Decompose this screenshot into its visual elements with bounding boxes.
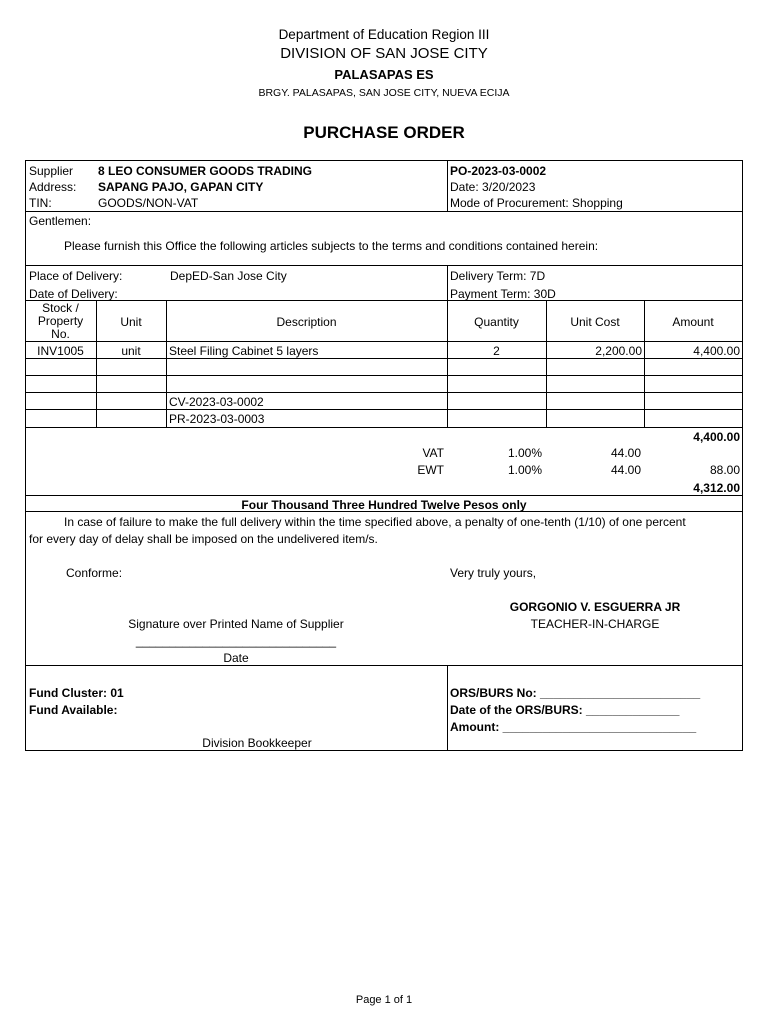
row-quantity: 2: [493, 344, 500, 358]
very-truly-yours: Very truly yours,: [450, 566, 537, 580]
officer-title: TEACHER-IN-CHARGE: [530, 617, 660, 631]
address-label: Address:: [29, 180, 77, 194]
place-of-delivery-label: Place of Delivery:: [29, 269, 123, 283]
ewt-rate: 1.00%: [507, 463, 543, 477]
officer-name: GORGONIO V. ESGUERRA JR: [509, 600, 681, 614]
page-title: PURCHASE ORDER: [303, 123, 465, 142]
page-number: Page 1 of 1: [355, 994, 413, 1006]
supplier-signature-label: Signature over Printed Name of Supplier: [128, 617, 344, 631]
supplier-name: 8 LEO CONSUMER GOODS TRADING: [98, 164, 313, 178]
tax-total: 88.00: [709, 463, 740, 477]
division-line: DIVISION OF SAN JOSE CITY: [280, 45, 488, 62]
pr-reference: PR-2023-03-0003: [169, 412, 265, 426]
penalty-terms-line2: for every day of delay shall be imposed on the undelivered item/s.: [29, 532, 378, 546]
penalty-terms-line1: In case of failure to make the full delivery within the time specified above, a penalty of one-tenth (1/10) of one percent: [64, 515, 686, 529]
division-bookkeeper: Division Bookkeeper: [202, 736, 312, 750]
cv-reference: CV-2023-03-0002: [169, 395, 264, 409]
ewt-amount: 44.00: [610, 463, 641, 477]
tin-value: GOODS/NON-VAT: [98, 196, 199, 210]
intro-text: Please furnish this Office the following articles subjects to the terms and conditions contained herein:: [64, 239, 599, 253]
salutation: Gentlemen:: [29, 214, 92, 228]
fund-cluster: Fund Cluster: 01: [29, 686, 124, 700]
row-unit: unit: [121, 344, 141, 358]
row-amount: 4,400.00: [693, 344, 740, 358]
row-stock: INV1005: [37, 344, 84, 358]
col-unit-cost-header: Unit Cost: [570, 315, 620, 329]
delivery-term: Delivery Term: 7D: [450, 269, 546, 283]
tin-label: TIN:: [29, 196, 52, 210]
school-name: PALASAPAS ES: [334, 67, 434, 82]
conforme-label: Conforme:: [66, 566, 123, 580]
procurement-mode: Mode of Procurement: Shopping: [450, 196, 623, 210]
school-address: BRGY. PALASAPAS, SAN JOSE CITY, NUEVA ECIJA: [258, 87, 510, 99]
ors-burs-date: Date of the ORS/BURS: ______________: [450, 703, 680, 717]
ewt-label: EWT: [417, 463, 444, 477]
supplier-label: Supplier: [29, 164, 74, 178]
date-blank-line: ______________________________: [135, 634, 337, 648]
vat-rate: 1.00%: [507, 446, 543, 460]
col-unit-header: Unit: [120, 315, 142, 329]
supplier-address: SAPANG PAJO, GAPAN CITY: [98, 180, 264, 194]
net-total: 4,312.00: [693, 481, 740, 495]
vat-amount: 44.00: [610, 446, 641, 460]
place-of-delivery: DepED-San Jose City: [170, 269, 287, 283]
col-amount-header: Amount: [672, 315, 714, 329]
gross-total: 4,400.00: [693, 430, 740, 444]
po-date: Date: 3/20/2023: [450, 180, 536, 194]
col-description-header: Description: [276, 315, 337, 329]
ors-burs-amount: Amount: _____________________________: [450, 720, 697, 734]
po-number: PO-2023-03-0002: [450, 164, 547, 178]
vat-label: VAT: [422, 446, 444, 460]
row-unit-cost: 2,200.00: [595, 344, 642, 358]
col-quantity-header: Quantity: [474, 315, 519, 329]
date-of-delivery-label: Date of Delivery:: [29, 287, 118, 301]
payment-term: Payment Term: 30D: [450, 287, 556, 301]
col-stock-header: Stock / Property No.: [37, 301, 84, 341]
department-line: Department of Education Region III: [278, 27, 490, 42]
amount-in-words: Four Thousand Three Hundred Twelve Pesos only: [241, 498, 527, 512]
date-label: Date: [223, 651, 249, 665]
fund-available: Fund Available:: [29, 703, 118, 717]
ors-burs-number: ORS/BURS No: ________________________: [450, 686, 701, 700]
row-description: Steel Filing Cabinet 5 layers: [169, 344, 319, 358]
